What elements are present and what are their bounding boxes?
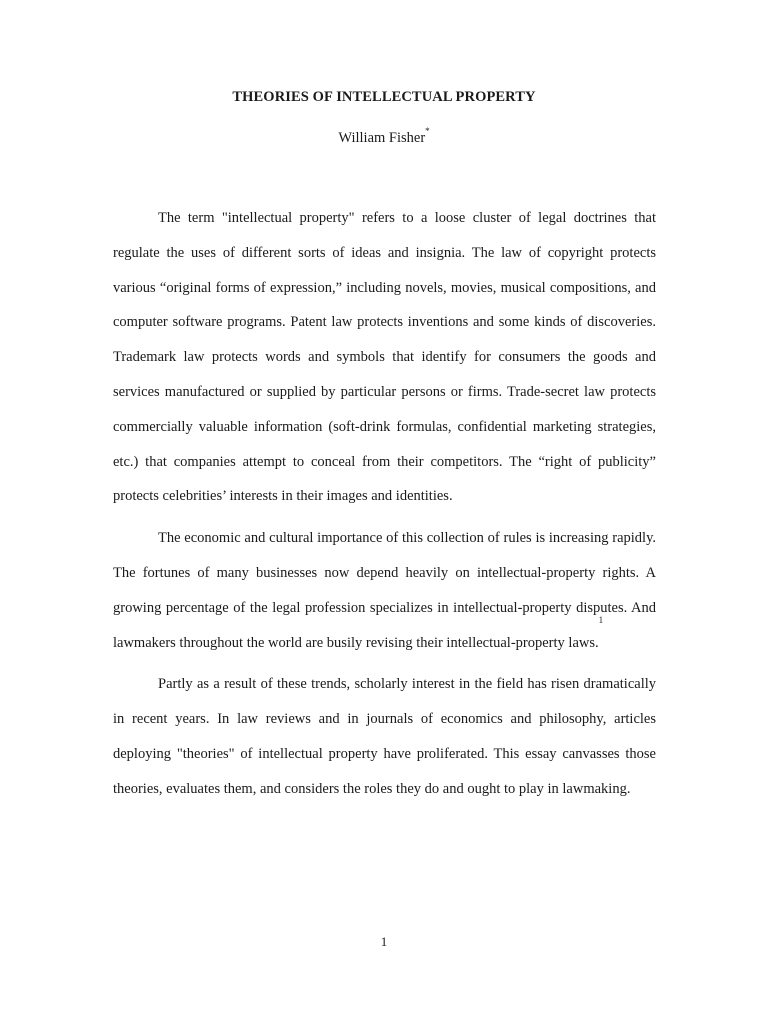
paragraph-text: The term "intellectual property" refers to a loose cluster of legal doctrines that regulate the uses of different sorts of ideas and insignia. The law of copyright protects various “original forms of expression,” including novels, movies, musical compositions, and computer software programs. Patent law protects inventions and some kinds of discoveries. Trademark law protects words and symbols that identify for consumers the goods and services manufactured or supplied by particular persons or firms. Trade-secret law protects commercially valuable information (soft-drink formulas, confidential marketing strategies, etc.) that companies attempt to conceal from their competitors. The “right of publicity” protects celebrities’ interests in their images and identities. — [113, 210, 656, 505]
author-footnote-marker: * — [425, 126, 430, 136]
page-number: 1 — [380, 934, 388, 949]
document-title: THEORIES OF INTELLECTUAL PROPERTY — [232, 89, 536, 105]
footnote-marker: 1 — [598, 614, 604, 625]
paragraph-1 — [113, 201, 656, 514]
author-line — [0, 126, 768, 147]
body-text — [113, 201, 656, 814]
paragraph-2 — [113, 521, 656, 660]
paragraph-3 — [113, 667, 656, 806]
author-name: William Fisher — [338, 130, 426, 146]
paragraph-text: The economic and cultural importance of this collection of rules is increasing rapidly. The fortunes of many businesses now depend heavily on intellectual-property rights. A growing percentage of the legal profession specializes in intellectual-property disputes. And lawmakers throughout the world are busily revising their intellectual-property laws. — [113, 530, 656, 651]
paragraph-text: Partly as a result of these trends, scholarly interest in the field has risen dramatically in recent years. In law reviews and in journals of economics and philosophy, articles deploying "theories" of intellectual property have proliferated. This essay canvasses those theories, evaluates them, and considers the roles they do and ought to play in lawmaking. — [113, 676, 656, 797]
